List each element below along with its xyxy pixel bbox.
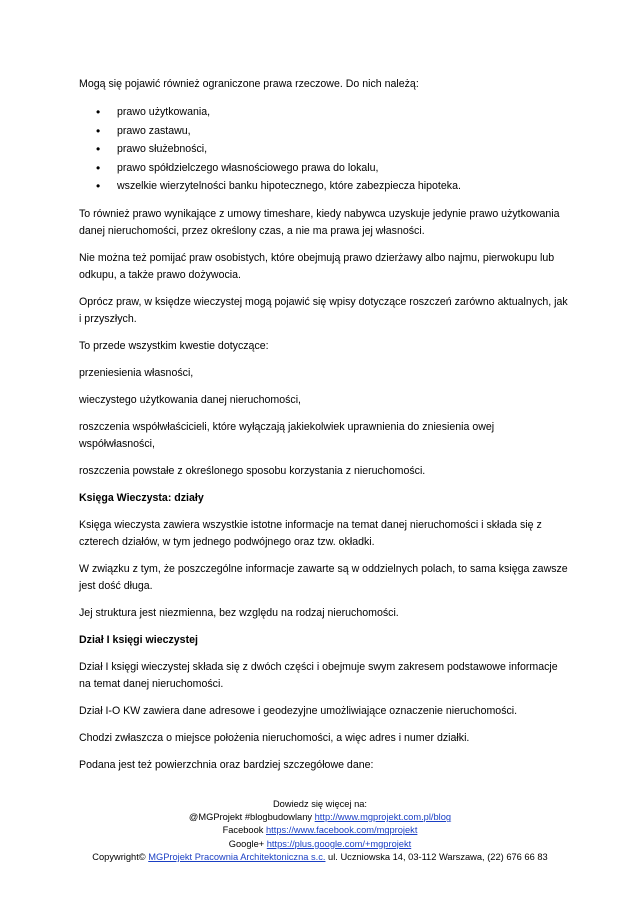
paragraph: W związku z tym, że poszczególne informacje zawarte są w oddzielnych polach, to sama księga zawsze jest dość długa. bbox=[79, 562, 568, 592]
intro-paragraph: Mogą się pojawić również ograniczone prawa rzeczowe. Do nich należą: bbox=[79, 78, 419, 90]
document-body bbox=[79, 76, 569, 784]
paragraph: roszczenia powstałe z określonego sposobu korzystania z nieruchomości. bbox=[79, 464, 426, 477]
company-link[interactable]: MGProjekt Pracownia Architektoniczna s.c. bbox=[148, 851, 326, 862]
rights-list bbox=[79, 103, 569, 196]
paragraph: wieczystego użytkowania danej nieruchomości, bbox=[79, 393, 301, 406]
paragraph: Dział I-O KW zawiera dane adresowe i geodezyjne umożliwiające oznaczenie nieruchomości. bbox=[79, 704, 518, 717]
paragraph: Dział I księgi wieczystej składa się z dwóch części i obejmuje swym zakresem podstawowe informacje na temat danej nieruchomości. bbox=[79, 660, 558, 690]
footer-facebook-label: Facebook bbox=[222, 825, 266, 836]
list-item: • prawo zastawu, bbox=[117, 122, 569, 141]
footer-facebook-line bbox=[60, 824, 580, 837]
copyright-label: Copywright© bbox=[92, 851, 149, 862]
paragraph: Jej struktura jest niezmienna, bez względu na rodzaj nieruchomości. bbox=[79, 606, 399, 619]
paragraph: roszczenia współwłaścicieli, które wyłączają jakiekolwiek uprawnienia do zniesienia owej współwłasności, bbox=[79, 420, 495, 450]
list-item: • prawo służebności, bbox=[117, 140, 569, 159]
google-plus-link[interactable]: https://plus.google.com/+mgprojekt bbox=[266, 838, 412, 849]
paragraph: Księga wieczysta zawiera wszystkie istotne informacje na temat danej nieruchomości i składa się z czterech działów, w tym jednego podwójnego oraz tzw. okładki. bbox=[79, 518, 542, 548]
section-heading: Dział I księgi wieczystej bbox=[79, 633, 198, 646]
footer-blog-label: @MGProjekt #blogbudowlany bbox=[188, 812, 315, 823]
footer-google-label: Google+ bbox=[228, 838, 267, 849]
paragraph: To również prawo wynikające z umowy timeshare, kiedy nabywca uzyskuje jedynie prawo użytkowania danej nieruchomości, przez określony czas, a nie ma prawa jej własności. bbox=[79, 207, 560, 237]
paragraph: Chodzi zwłaszcza o miejsce położenia nieruchomości, a więc adres i numer działki. bbox=[79, 731, 470, 744]
section-heading: Księga Wieczysta: działy bbox=[79, 491, 204, 504]
blog-link[interactable]: http://www.mgprojekt.com.pl/blog bbox=[314, 812, 452, 823]
paragraph: To przede wszystkim kwestie dotyczące: bbox=[79, 339, 269, 352]
paragraph: przeniesienia własności, bbox=[79, 366, 194, 379]
list-item: • prawo użytkowania, bbox=[117, 103, 569, 122]
paragraph: Nie można też pomijać praw osobistych, które obejmują prawo dzierżawy albo najmu, pierwokupu lub odkupu, a także prawo dożywocia. bbox=[79, 251, 555, 281]
footer-copyright-line bbox=[60, 851, 580, 864]
paragraph: Podana jest też powierzchnia oraz bardziej szczegółowe dane: bbox=[79, 758, 374, 771]
footer-intro: Dowiedz się więcej na: bbox=[272, 799, 368, 809]
facebook-link[interactable]: https://www.facebook.com/mgprojekt bbox=[266, 825, 418, 836]
page-footer bbox=[60, 798, 580, 864]
footer-google-line bbox=[60, 838, 580, 851]
list-item: • wszelkie wierzytelności banku hipotecznego, które zabezpiecza hipoteka. bbox=[117, 177, 569, 196]
footer-blog-line bbox=[60, 811, 580, 824]
company-address: ul. Uczniowska 14, 03-112 Warszawa, (22) 676 66 83 bbox=[325, 851, 548, 862]
paragraph: Oprócz praw, w księdze wieczystej mogą pojawić się wpisy dotyczące roszczeń zarówno aktualnych, jak i przyszłych. bbox=[79, 295, 568, 325]
list-item: • prawo spółdzielczego własnościowego prawa do lokalu, bbox=[117, 159, 569, 178]
